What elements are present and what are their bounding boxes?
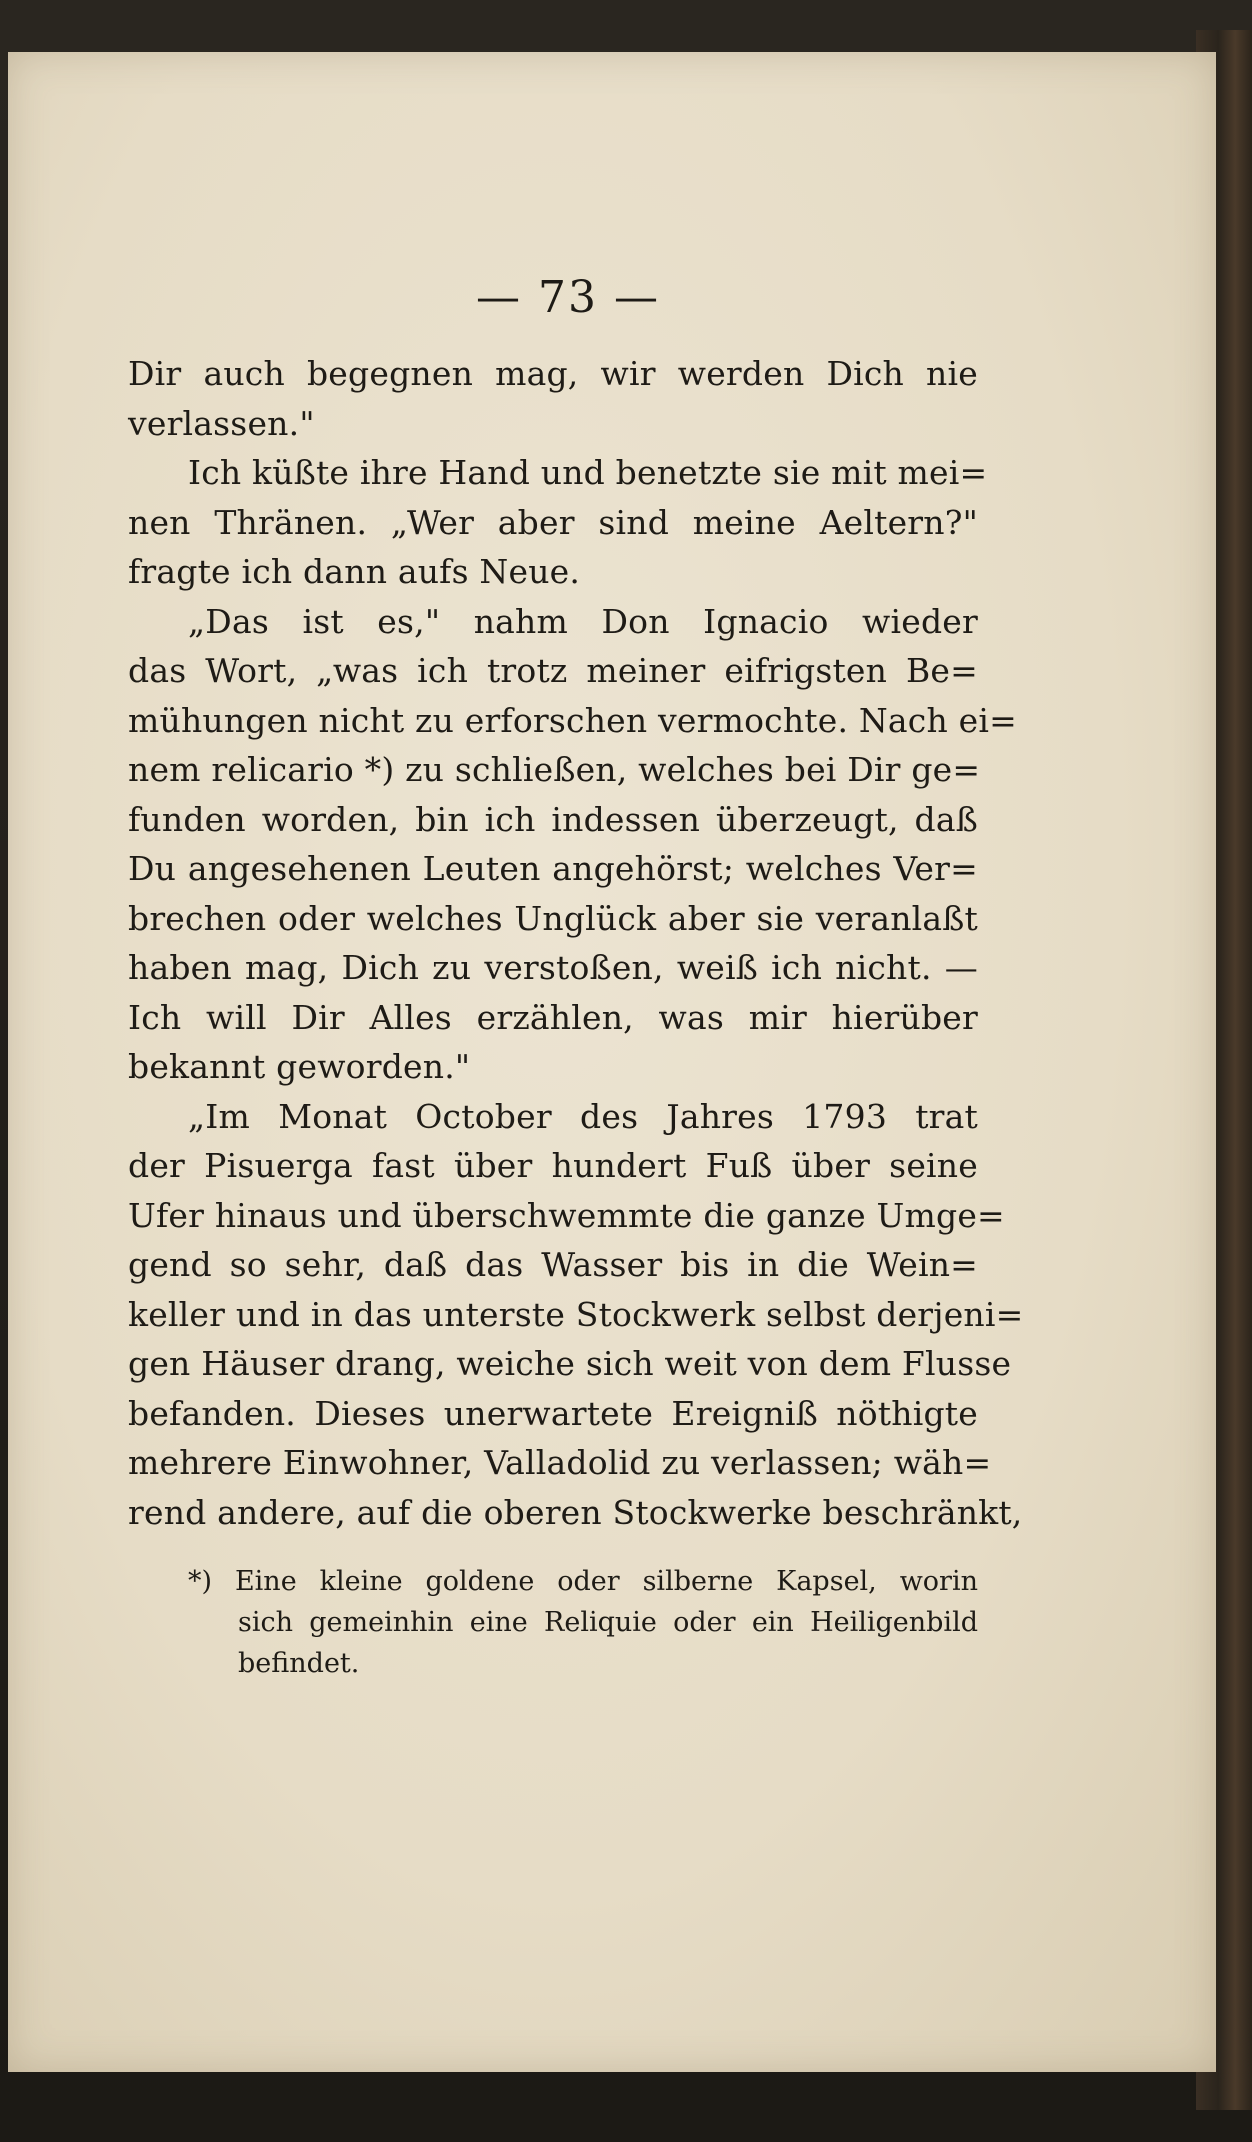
footnote-line: befindet. <box>238 1648 360 1679</box>
text-line: der Pisuerga fast über hundert Fuß über seine <box>128 1146 978 1185</box>
text-line: Ich küßte ihre Hand und benetzte sie mit mei= <box>188 453 988 492</box>
body-text <box>128 349 1024 1537</box>
text-line: mühungen nicht zu erforschen vermochte. Nach ei= <box>128 700 1017 740</box>
text-line: rend andere, auf die oberen Stockwerke beschränkt, <box>128 1492 1023 1532</box>
footnote-line: *) Eine kleine goldene oder silberne Kapsel, worin <box>188 1566 978 1597</box>
book-page <box>8 52 1216 2072</box>
text-line: fragte ich dann aufs Neue. <box>128 552 581 591</box>
text-line: mehrere Einwohner, Valladolid zu verlassen; wäh= <box>128 1443 992 1482</box>
text-line: brechen oder welches Unglück aber sie veranlaßt <box>128 898 978 938</box>
text-line: keller und in das unterste Stockwerk selbst derjeni= <box>128 1294 1024 1334</box>
text-line: haben mag, Dich zu verstoßen, weiß ich nicht. — <box>128 948 978 987</box>
text-line: nen Thränen. „Wer aber sind meine Aeltern?" <box>128 502 978 542</box>
page-content <box>128 272 1024 1684</box>
text-line: bekannt geworden." <box>128 1047 471 1086</box>
text-line: Ich will Dir Alles erzählen, was mir hierüber <box>128 997 978 1037</box>
text-line: nem relicario *) zu schließen, welches bei Dir ge= <box>128 750 981 789</box>
text-line: verlassen." <box>128 403 315 443</box>
footnote-line: sich gemeinhin eine Reliquie oder ein Heiligenbild <box>238 1607 978 1638</box>
footnote <box>128 1561 978 1684</box>
text-line: Ufer hinaus und überschwemmte die ganze Umge= <box>128 1195 1005 1235</box>
page-number: — 73 — <box>476 272 660 323</box>
text-line: „Im Monat October des Jahres 1793 trat <box>188 1096 978 1136</box>
text-line: Du angesehenen Leuten angehörst; welches Ver= <box>128 849 978 888</box>
text-line: gend so sehr, daß das Wasser bis in die Wein= <box>128 1245 978 1284</box>
text-line: funden worden, bin ich indessen überzeugt, daß <box>128 799 978 839</box>
text-line: gen Häuser drang, weiche sich weit von dem Flusse <box>128 1344 1012 1383</box>
text-line: „Das ist es," nahm Don Ignacio wieder <box>188 601 978 641</box>
text-line: befanden. Dieses unerwartete Ereigniß nöthigte <box>128 1393 978 1433</box>
text-line: Dir auch begegnen mag, wir werden Dich nie <box>128 354 978 393</box>
text-line: das Wort, „was ich trotz meiner eifrigsten Be= <box>128 651 978 690</box>
